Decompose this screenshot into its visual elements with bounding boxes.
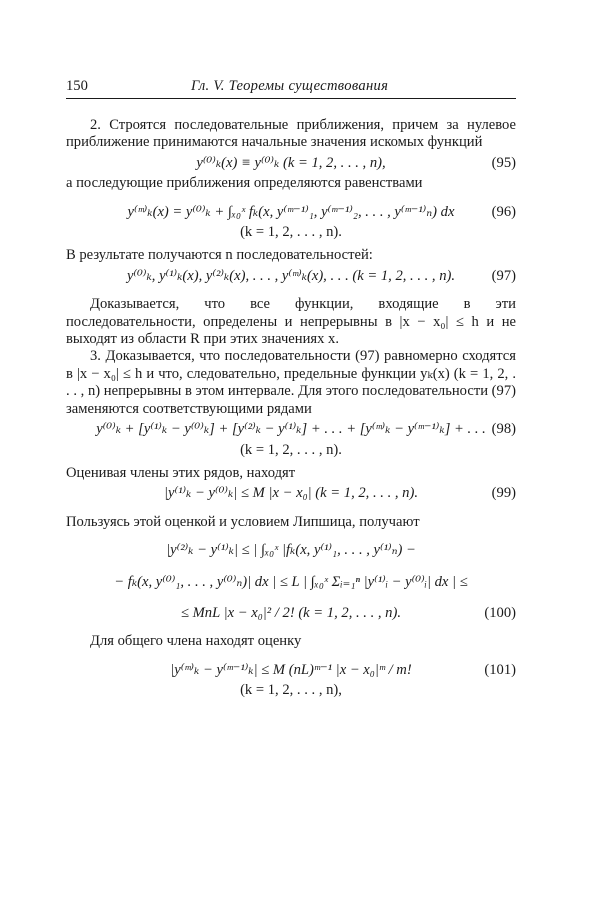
equation-96-number: (96) <box>491 203 516 220</box>
equation-96 <box>66 204 516 221</box>
equation-95-formula: y⁽⁰⁾ₖ(x) ≡ y⁽⁰⁾ₖ (k = 1, 2, . . . , n), <box>196 154 386 171</box>
paragraph-8: Для общего члена находят оценку <box>90 633 302 650</box>
page-number: 150 <box>66 78 88 94</box>
paragraph-6: Оценивая члены этих рядов, находят <box>66 464 296 481</box>
equation-98-formula: y⁽⁰⁾ₖ + [y⁽¹⁾ₖ − y⁽⁰⁾ₖ] + [y⁽²⁾ₖ − y⁽¹⁾ₖ] + . . . + [y⁽ᵐ⁾ₖ − y⁽ᵐ⁻¹⁾ₖ] + . . . <box>96 421 486 438</box>
equation-100-line-1 <box>66 542 516 559</box>
equation-100-number: (100) <box>484 604 516 621</box>
equation-98 <box>66 421 516 438</box>
equation-101-range: (k = 1, 2, . . . , n), <box>240 682 342 699</box>
equation-100-line-3-text: ≤ MnL |x − x₀|² / 2! (k = 1, 2, . . . , n). <box>180 604 401 621</box>
equation-95 <box>66 155 516 172</box>
equation-97-number: (97) <box>491 267 516 284</box>
equation-98-number: (98) <box>491 421 516 438</box>
equation-96-range: (k = 1, 2, . . . , n). <box>240 224 342 241</box>
equation-98-range: (k = 1, 2, . . . , n). <box>240 441 342 458</box>
equation-100-line-1-text: |y⁽²⁾ₖ − y⁽¹⁾ₖ| ≤ | ∫ₓ₀ˣ |fₖ(x, y⁽¹⁾₁, . . . , y⁽¹⁾ₙ) − <box>166 542 416 559</box>
equation-99 <box>66 485 516 502</box>
equation-95-number: (95) <box>491 154 516 171</box>
equation-96-formula: y⁽ᵐ⁾ₖ(x) = y⁽⁰⁾ₖ + ∫ₓ₀ˣ fₖ(x, y⁽ᵐ⁻¹⁾₁, y⁽ᵐ⁻¹⁾₂, . . . , y⁽ᵐ⁻¹⁾ₙ) dx <box>127 203 455 220</box>
paragraph-2: а последующие приближения определяются равенствами <box>66 175 423 192</box>
paragraph-5: 3. Доказывается, что последовательности (97) равномерно сходятся в |x − x₀| ≤ h и что, следовательно, предельные функции yₖ(x) (k = 1, 2, . . . , n) непрерывны в этом интервале. Для этого последовательности (97) заменяются соответствующими рядами <box>66 348 516 417</box>
paragraph-3: В результате получаются n последовательностей: <box>66 247 373 264</box>
paragraph-1: 2. Строятся последовательные приближения, причем за нулевое приближение принимаются начальные значения искомых функций <box>66 117 516 151</box>
equation-99-number: (99) <box>491 485 516 502</box>
chapter-title: Гл. V. Теоремы существования <box>191 78 389 94</box>
equation-97 <box>66 268 516 285</box>
paragraph-7: Пользуясь этой оценкой и условием Липшица, получают <box>66 513 420 530</box>
equation-97-formula: y⁽⁰⁾ₖ, y⁽¹⁾ₖ(x), y⁽²⁾ₖ(x), . . . , y⁽ᵐ⁾ₖ(x), . . . (k = 1, 2, . . . , n). <box>126 267 456 284</box>
equation-101 <box>66 662 516 679</box>
equation-100-line-2-text: − fₖ(x, y⁽⁰⁾₁, . . . , y⁽⁰⁾ₙ)| dx | ≤ L | ∫ₓ₀ˣ Σᵢ₌₁ⁿ |y⁽¹⁾ᵢ − y⁽⁰⁾ᵢ| dx | ≤ <box>114 573 468 590</box>
equation-101-number: (101) <box>484 661 516 678</box>
paragraph-4: Доказывается, что все функции, входящие в эти последовательности, определены и непрерывны в |x − x₀| ≤ h и не выходят из области R при этих значениях x. <box>66 296 516 348</box>
equation-100-line-2 <box>66 574 516 591</box>
equation-101-formula: |y⁽ᵐ⁾ₖ − y⁽ᵐ⁻¹⁾ₖ| ≤ M (nL)ᵐ⁻¹ |x − x₀|ᵐ / m! <box>170 661 412 678</box>
running-header <box>66 78 516 99</box>
book-page <box>66 78 516 706</box>
equation-100-line-3 <box>66 605 516 622</box>
equation-99-formula: |y⁽¹⁾ₖ − y⁽⁰⁾ₖ| ≤ M |x − x₀| (k = 1, 2, . . . , n). <box>164 485 418 502</box>
